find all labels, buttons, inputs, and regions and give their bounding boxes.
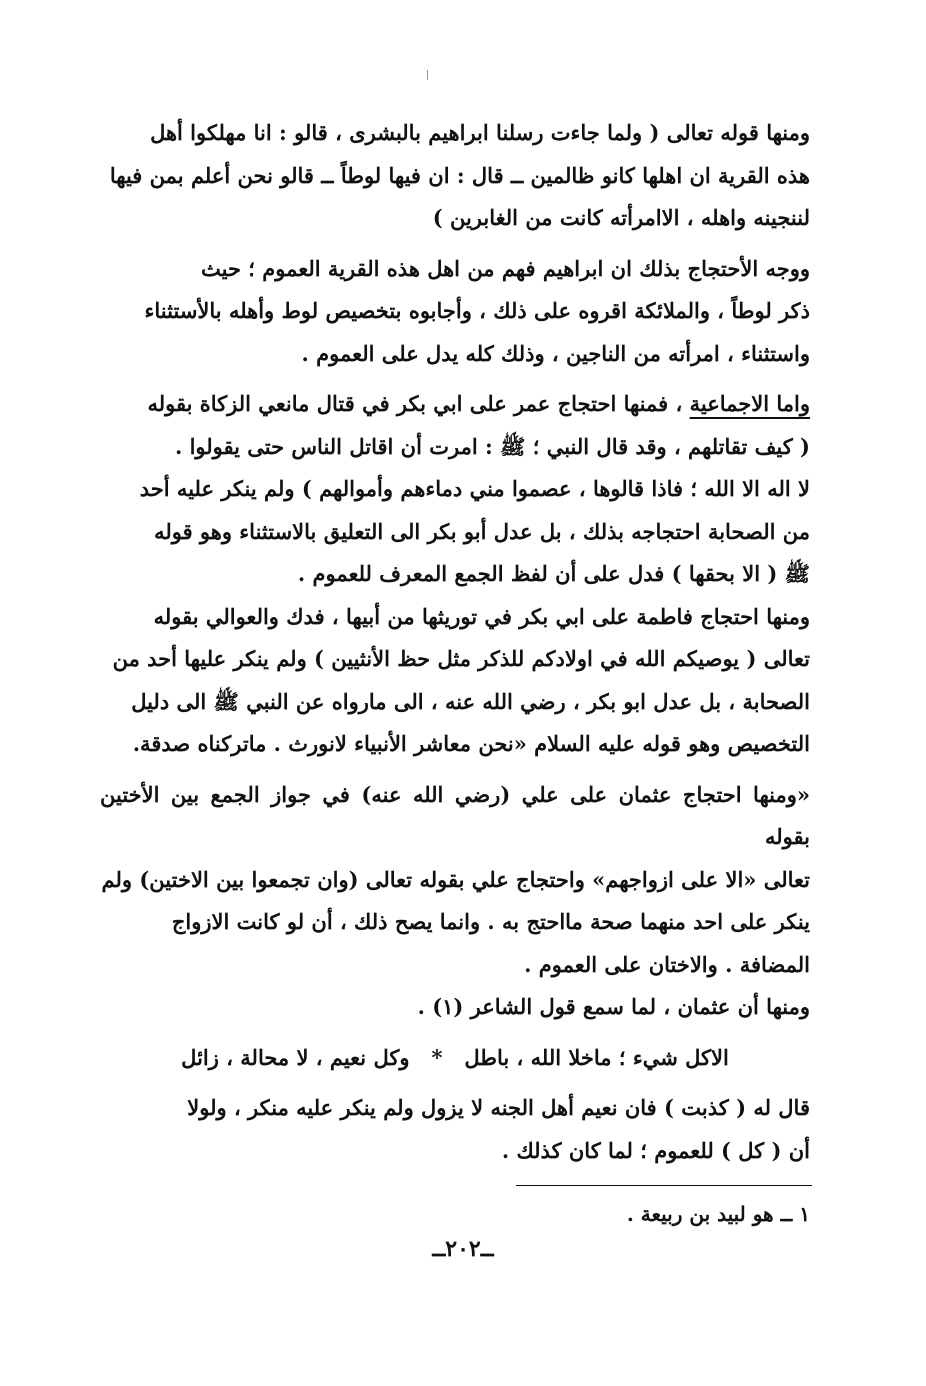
underlined-heading: واما الاجماعية	[689, 391, 810, 416]
line: ﷺ ( الا بحقها ) فدل على أن لفظ الجمع المعرف للعموم .	[297, 561, 810, 586]
line: تعالى ( يوصيكم الله في اولادكم للذكر مثل حظ الأنثيين ) ولم ينكر عليها أحد من	[112, 646, 810, 671]
poetry-verse	[100, 1037, 810, 1080]
line: لا اله الا الله ؛ فاذا قالوها ، عصموا مني دماءهم وأموالهم ) ولم ينكر عليه أحد	[139, 476, 810, 501]
paragraph-2	[100, 248, 810, 376]
paragraph-3	[100, 383, 810, 596]
line: ينكر على احد منهما صحة مااحتج به . وانما يصح ذلك ، أن لو كانت الازواج	[171, 909, 810, 934]
line: ذكر لوطاً ، والملائكة اقروه على ذلك ، وأجابوه بتخصيص لوط وأهله بالأستثناء	[144, 298, 810, 323]
verse-first-hemistich: الاكل شيء ؛ ماخلا الله ، باطل	[464, 1044, 729, 1070]
line: هذه القرية ان اهلها كانو ظالمين ــ قال : ان فيها لوطاً ــ قالو نحن أعلم بمن فيها	[109, 162, 810, 188]
line: لننجينه واهله ، الاامرأته كانت من الغابرين )	[432, 205, 810, 230]
page-mark	[427, 70, 428, 80]
verse-second-hemistich: وكل نعيم ، لا محالة ، زائل	[181, 1044, 410, 1070]
main-text	[100, 112, 810, 1172]
paragraph-7	[100, 1087, 810, 1172]
verse-separator: *	[431, 1044, 443, 1070]
line: تعالى «الا على ازواجهم» واحتجاج علي بقوله تعالى (وان تجمعوا بين الاختين) ولم	[101, 866, 810, 892]
line: قال له ( كذبت ) فان نعيم أهل الجنه لا يزول ولم ينكر عليه منكر ، ولولا	[187, 1095, 810, 1120]
paragraph-1	[100, 112, 810, 240]
paragraph-5	[100, 774, 810, 987]
footnote-divider	[516, 1185, 812, 1186]
line: من الصحابة احتجاجه بذلك ، بل عدل أبو بكر الى التعليق بالاستثناء وهو قوله	[154, 518, 810, 544]
page-number: ــ٢٠٢ــ	[432, 1236, 494, 1262]
line: التخصيص وهو قوله عليه السلام «نحن معاشر الأنبياء لانورث . ماتركناه صدقة.	[132, 731, 810, 756]
paragraph-6	[100, 986, 810, 1029]
line: أن ( كل ) للعموم ؛ لما كان كذلك .	[501, 1137, 810, 1163]
line: ( كيف تقاتلهم ، وقد قال النبي ؛ ﷺ : امرت أن اقاتل الناس حتى يقولوا .	[174, 433, 810, 459]
footnote: ١ ــ هو لبيد بن ربيعة .	[626, 1202, 810, 1226]
line: ، فمنها احتجاج عمر على ابي بكر في قتال مانعي الزكاة بقوله	[147, 391, 683, 416]
line: ومنها قوله تعالى ( ولما جاءت رسلنا ابراهيم بالبشرى ، قالو : انا مهلكوا أهل	[150, 120, 810, 145]
line: ومنها احتجاج فاطمة على ابي بكر في توريثها من أبيها ، فدك والعوالي بقوله	[153, 603, 810, 629]
line: «ومنها احتجاج عثمان على علي (رضي الله عنه) في جواز الجمع بين الأختين بقوله	[100, 781, 810, 849]
line: ومنها أن عثمان ، لما سمع قول الشاعر (١) .	[417, 994, 810, 1019]
line: الصحابة ، بل عدل ابو بكر ، رضي الله عنه ، الى مارواه عن النبي ﷺ الى دليل	[131, 688, 810, 714]
line: المضافة . والاختان على العموم .	[524, 951, 810, 977]
paragraph-4	[100, 596, 810, 766]
line: ووجه الأحتجاج بذلك ان ابراهيم فهم من اهل هذه القرية العموم ؛ حيث	[201, 255, 810, 281]
line: واستثناء ، امرأته من الناجين ، وذلك كله يدل على العموم .	[301, 340, 810, 366]
